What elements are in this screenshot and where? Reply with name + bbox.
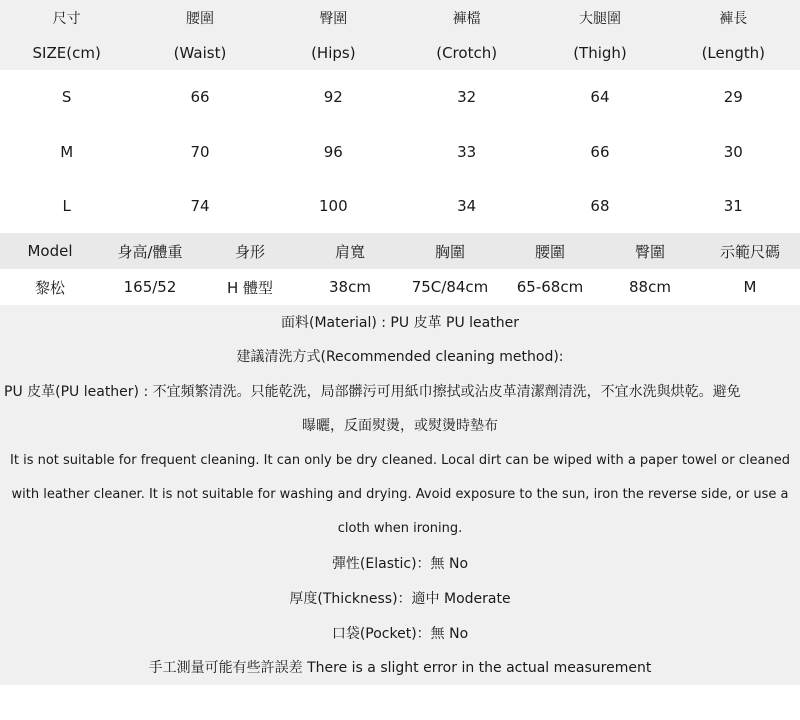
model-table-row [0,269,800,305]
hips-cell: 92 [323,88,343,106]
header-size-zh: 尺寸 [52,10,81,27]
header-waist-zh: 腰圍 [185,10,214,27]
header-length-zh: 褲長 [719,10,748,27]
header-body-type: 身形 [234,242,265,261]
product-info-section [0,305,800,685]
header-height-weight: 身高/體重 [117,242,183,261]
header-length-en: (Length) [701,43,766,62]
model-height-weight: 165/52 [123,278,177,296]
waist-cell: 74 [190,197,210,215]
header-hips-en: (Hips) [311,43,356,62]
waist-cell: 66 [190,88,210,106]
header-demo-size: 示範尺碼 [719,242,780,261]
pocket-line: 口袋(Pocket)：無 No [331,626,469,642]
hips-cell: 96 [323,143,343,161]
length-cell: 29 [723,88,743,106]
header-thigh-en: (Thigh) [573,43,627,62]
measurement-note: 手工測量可能有些許誤差 There is a slight error in the actual measurement [148,660,652,676]
header-hips: 臀圍 [634,242,665,261]
cleaning-title: 建議清洗方式(Recommended cleaning method): [236,349,564,365]
crotch-cell: 34 [457,197,477,215]
elastic-line: 彈性(Elastic)：無 No [331,556,469,572]
size-cell: L [62,197,71,215]
model-name: 黎松 [34,278,65,297]
header-waist: 腰圍 [534,242,565,261]
size-header-zh [0,0,800,35]
model-body-type: H 體型 [226,278,274,297]
header-waist-en: (Waist) [173,43,227,62]
header-bust: 胸圍 [434,242,465,261]
header-size-en: SIZE(cm) [32,43,101,62]
header-thigh-zh: 大腿圍 [578,10,621,27]
thickness-line: 厚度(Thickness)：適中 Moderate [289,591,511,607]
header-crotch-en: (Crotch) [436,43,498,62]
table-row [0,125,800,179]
model-hips: 88cm [629,278,671,296]
thigh-cell: 64 [590,88,610,106]
length-cell: 31 [723,197,743,215]
size-table-header [0,0,800,70]
cleaning-en-line-3: cloth when ironing. [337,521,463,536]
table-row [0,179,800,233]
model-bust: 75C/84cm [411,278,489,296]
material-line: 面料(Material) : PU 皮革 PU leather [281,315,519,331]
crotch-cell: 32 [457,88,477,106]
cleaning-zh-line-2: 曝曬，反面熨燙，或熨燙時墊布 [302,418,498,434]
cleaning-en-line-2: with leather cleaner. It is not suitable for washing and drying. Avoid exposure to the sun, iron the reverse side, or use a [11,487,789,502]
size-header-en [0,35,800,70]
cleaning-en-line-1: It is not suitable for frequent cleaning. It can only be dry cleaned. Local dirt can be wiped with a paper towel or cleaned [10,453,790,468]
header-hips-zh: 臀圍 [319,10,348,27]
model-demo-size: M [743,278,757,296]
crotch-cell: 33 [457,143,477,161]
model-table-header [0,233,800,269]
waist-cell: 70 [190,143,210,161]
header-model: Model [27,242,73,260]
model-waist: 65-68cm [516,278,584,296]
length-cell: 30 [723,143,743,161]
size-cell: S [61,88,72,106]
table-row [0,70,800,124]
cleaning-zh-line-1: PU 皮革(PU leather) : 不宜頻繁清洗。只能乾洗，局部髒污可用紙巾擦拭或沾皮革清潔劑清洗，不宜水洗與烘乾。避免 [4,384,741,400]
hips-cell: 100 [319,197,348,215]
size-cell: M [60,143,74,161]
thigh-cell: 66 [590,143,610,161]
header-shoulder: 肩寬 [334,242,365,261]
thigh-cell: 68 [590,197,610,215]
model-shoulder: 38cm [329,278,371,296]
header-crotch-zh: 褲檔 [452,10,481,27]
